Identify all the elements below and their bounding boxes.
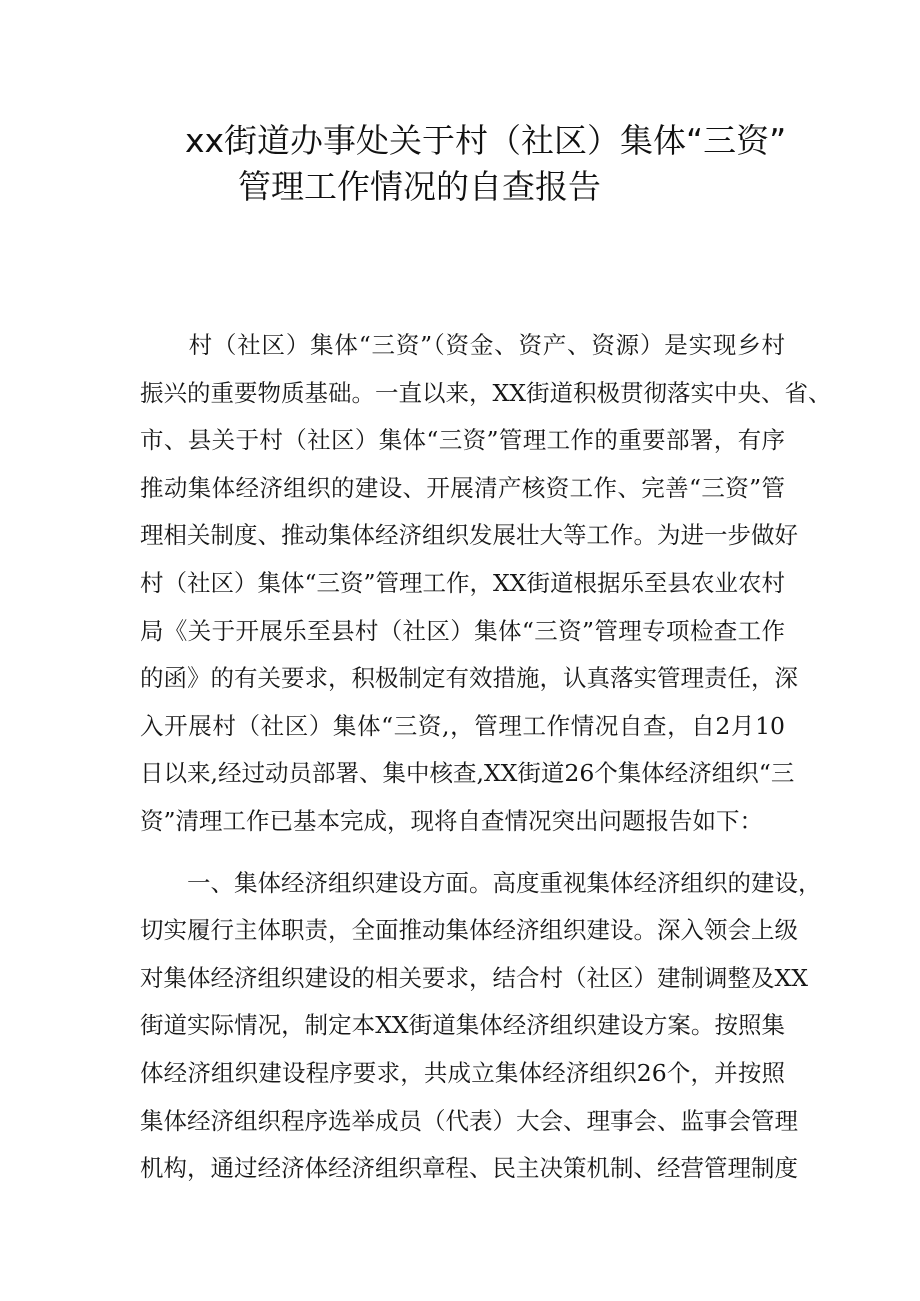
title-line-2: 管理工作情况的自查报告 <box>238 167 601 206</box>
text-line: 村（社区）集体“三资”（资金、资产、资源）是实现乡村 <box>140 331 785 359</box>
text-line: 推动集体经济组织的建设、开展清产核资工作、完善“三资”管 <box>140 473 785 502</box>
title-line-1: xx街道办事处关于村（社区）集体“三资” <box>185 121 787 160</box>
text-line: 入开展村（社区）集体“三资,，管理工作情况自查，自2月10 <box>140 711 785 740</box>
document-title <box>0 118 920 210</box>
text-line: 切实履行主体职责，全面推动集体经济组织建设。深入领会上级 <box>140 916 798 945</box>
text-line: 市、县关于村（社区）集体“三资”管理工作的重要部署，有序 <box>140 426 785 455</box>
text-line: 街道实际情况，制定本XX街道集体经济组织建设方案。按照集 <box>140 1011 785 1040</box>
text-line: 一、集体经济组织建设方面。高度重视集体经济组织的建设， <box>140 868 822 897</box>
text-line: 村（社区）集体“三资”管理工作，XX街道根据乐至县农业农村 <box>140 568 785 597</box>
text-line: 振兴的重要物质基础。一直以来，XX街道积极贯彻落实中央、省、 <box>140 378 832 407</box>
text-line: 对集体经济组织建设的相关要求，结合村（社区）建制调整及XX <box>140 963 808 992</box>
text-line: 日以来,经过动员部署、集中核查,XX街道26个集体经济组织“三 <box>140 759 795 788</box>
text-line: 体经济组织建设程序要求，共成立集体经济组织26个，并按照 <box>140 1058 785 1087</box>
document-body <box>140 322 832 1193</box>
paragraph-spacer <box>140 846 785 860</box>
paragraph-section-one <box>140 860 822 1193</box>
text-line: 局《关于开展乐至县村（社区）集体“三资”管理专项检查工作 <box>140 616 785 645</box>
paragraph-intro <box>140 322 832 846</box>
text-line: 集体经济组织程序选举成员（代表）大会、理事会、监事会管理 <box>140 1106 798 1135</box>
text-line: 理相关制度、推动集体经济组织发展壮大等工作。为进一步做好 <box>140 521 798 550</box>
text-line: 的函》的有关要求，积极制定有效措施，认真落实管理责任，深 <box>140 664 798 693</box>
text-line: 机构，通过经济体经济组织章程、民主决策机制、经营管理制度 <box>140 1154 798 1183</box>
text-line: 资”清理工作已基本完成，现将自查情况突出问题报告如下： <box>140 806 764 835</box>
